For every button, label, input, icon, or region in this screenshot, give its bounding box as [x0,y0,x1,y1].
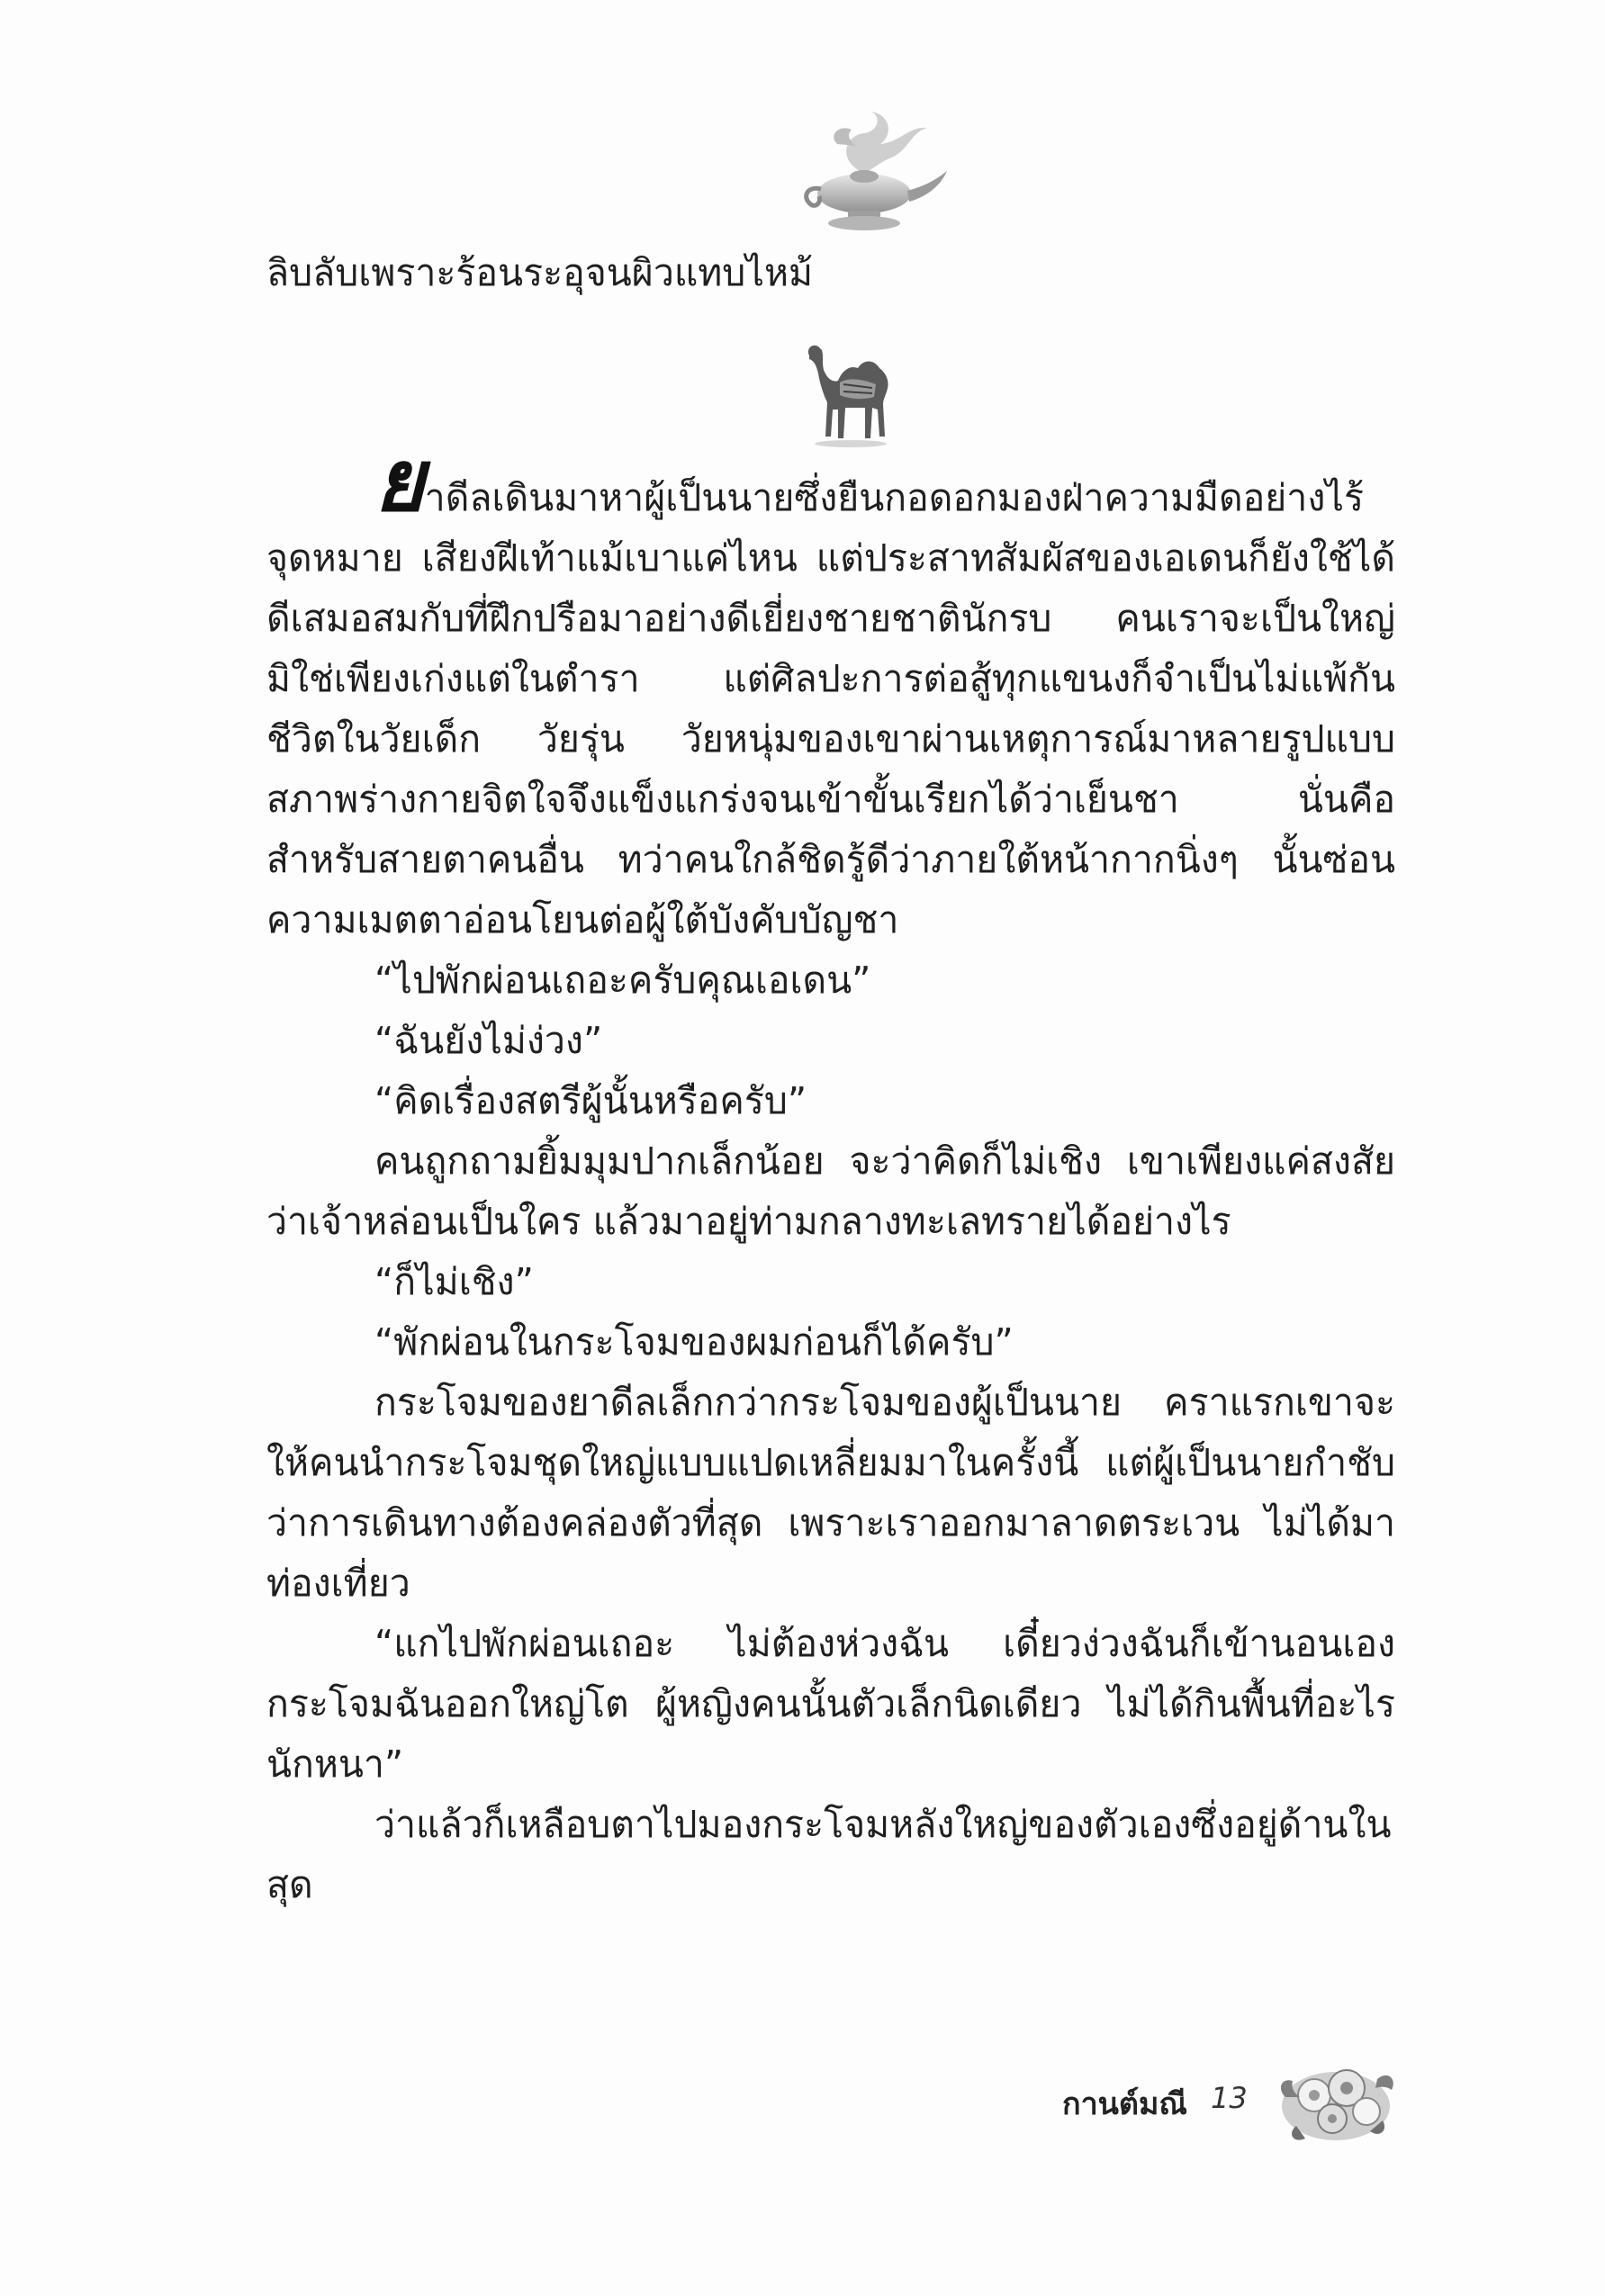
dialogue-line: “คิดเรื่องสตรีผู้นั้นหรือครับ” [374,1079,807,1122]
dialogue-line: “ฉันยังไม่ง่วง” [374,1019,603,1062]
paragraph: กระโจมของยาดีลเล็กกว่ากระโจมของผู้เป็นนาย คราแรกเขาจะให้คนนำกระโจมชุดใหญ่แบบแปดเหลี่ยมมาในครั้งนี้ แต่ผู้เป็นนายกำชับว่าการเดินทางต้องคล่องตัวที่สุด เพราะเราออกมาลาดตระเวน ไม่ได้มาท่องเที่ยว [266,1381,1395,1605]
dialogue-line: “ไปพักผ่อนเถอะครับคุณเอเดน” [374,959,871,1002]
dialogue-line: “ก็ไม่เชิง” [374,1260,534,1303]
camel-icon [797,338,905,450]
genie-lamp-icon [774,108,954,243]
author-name: กานต์มณี [1062,2086,1187,2122]
paragraph [266,432,1395,950]
story-body [266,432,1395,1915]
paragraph: ว่าแล้วก็เหลือบตาไปมองกระโจมหลังใหญ่ของตัวเองซึ่งอยู่ด้านในสุด [266,1803,1392,1906]
flower-bouquet-icon [1269,2043,1400,2151]
paragraph-text: าดีลเดินมาหาผู้เป็นนายซึ่งยืนกอดอกมองฝ่าความมืดอย่างไร้จุดหมาย เสียงฝีเท้าแม้เบาแค่ไหน แต่ประสาทสัมผัสของเอเดนก็ยังใช้ได้ดีเสมอสมกับที่ฝึกปรือมาอย่างดีเยี่ยงชายชาตินักรบ คนเราจะเป็นใหญ่มิใช่เพียงเก่งแต่ในตำรา แต่ศิลปะการต่อสู้ทุกแขนงก็จำเป็นไม่แพ้กัน ชีวิตในวัยเด็ก วัยรุ่น วัยหนุ่มของเขาผ่านเหตุการณ์มาหลายรูปแบบ สภาพร่างกายจิตใจจึงแข็งแกร่งจนเข้าขั้นเรียกได้ว่าเย็นชา นั่นคือสำหรับสายตาคนอื่น ทว่าคนใกล้ชิดรู้ดีว่าภายใต้หน้ากากนิ่งๆ นั้นซ่อนความเมตตาอ่อนโยนต่อผู้ใต้บังคับบัญชา [266,476,1395,941]
continued-line: ลิบลับเพราะร้อนระอุจนผิวแทบไหม้ [266,251,813,294]
paragraph: คนถูกถามยิ้มมุมปากเล็กน้อย จะว่าคิดก็ไม่เชิง เขาเพียงแค่สงสัยว่าเจ้าหล่อนเป็นใคร แล้วมาอยู่ท่ามกลางทะเลทรายได้อย่างไร [266,1139,1395,1243]
dialogue-line: “พักผ่อนในกระโจมของผมก่อนก็ได้ครับ” [374,1320,1014,1364]
drop-cap: ย [374,432,425,531]
dialogue-paragraph: “แกไปพักผ่อนเถอะ ไม่ต้องห่วงฉัน เดี๋ยวง่วงฉันก็เข้านอนเอง กระโจมฉันออกใหญ่โต ผู้หญิงคนนั้นตัวเล็กนิดเดียว ไม่ได้กินพื้นที่อะไรนักหนา” [266,1622,1395,1786]
page-number: 13 [1211,2081,1248,2115]
